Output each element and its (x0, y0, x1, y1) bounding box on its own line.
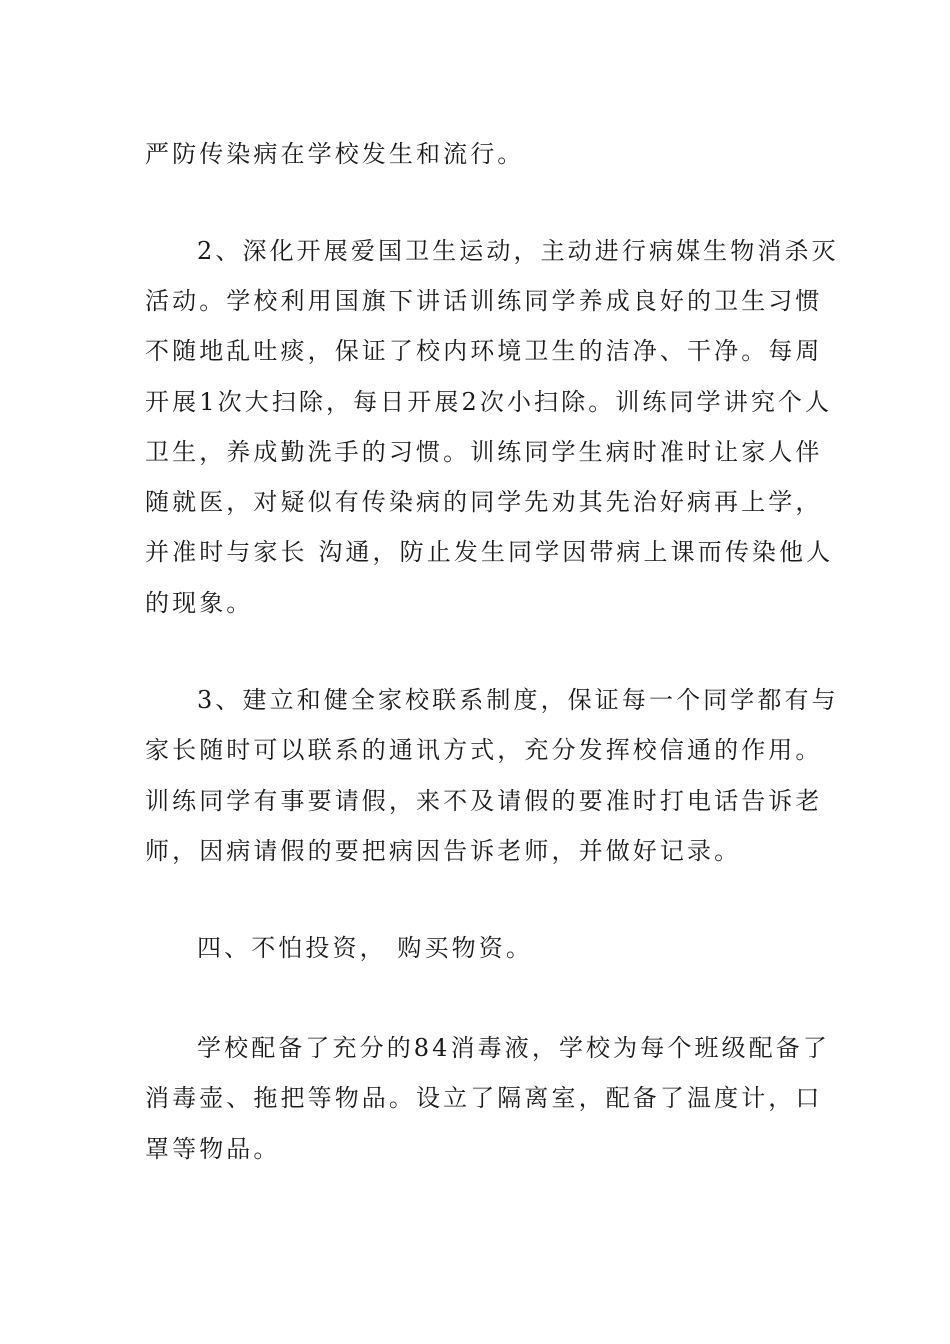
paragraph-5-line-1: 学校配备了充分的84消毒液，学校为每个班级配备了 (197, 1034, 830, 1062)
paragraph-3-line-1: 3、建立和健全家校联系制度，保证每一个同学都有与 (197, 686, 839, 714)
section-heading-four: 四、不怕投资， 购买物资。 (197, 934, 533, 962)
paragraph-3-line-4: 师，因病请假的要把病因告诉老师，并做好记录。 (145, 837, 742, 865)
paragraph-2-line-8: 的现象。 (145, 589, 254, 617)
paragraph-5-line-2: 消毒壶、拖把等物品。设立了隔离室，配备了温度计，口 (145, 1084, 823, 1112)
paragraph-2-line-1: 2、深化开展爱国卫生运动，主动进行病媒生物消杀灭 (197, 237, 839, 265)
paragraph-2-line-2: 活动。学校利用国旗下讲话训练同学养成良好的卫生习惯 (145, 287, 823, 315)
paragraph-5-line-3: 罩等物品。 (145, 1135, 281, 1163)
paragraph-2-line-4: 开展1次大扫除，每日开展2次小扫除。训练同学讲究个人 (145, 388, 833, 416)
paragraph-3-line-2: 家长随时可以联系的通讯方式，充分发挥校信通的作用。 (145, 736, 823, 764)
paragraph-2-line-7: 并准时与家长 沟通，防止发生同学因带病上课而传染他人 (145, 538, 834, 566)
paragraph-2-line-5: 卫生，养成勤洗手的习惯。训练同学生病时准时让家人伴 (145, 438, 823, 466)
paragraph-3-line-3: 训练同学有事要请假，来不及请假的要准时打电话告诉老 (145, 787, 823, 815)
paragraph-1-line-1: 严防传染病在学校发生和流行。 (145, 140, 525, 168)
paragraph-2-line-6: 随就医，对疑似有传染病的同学先劝其先治好病再上学， (145, 488, 823, 516)
paragraph-2-line-3: 不随地乱吐痰，保证了校内环境卫生的洁净、干净。每周 (145, 337, 823, 365)
